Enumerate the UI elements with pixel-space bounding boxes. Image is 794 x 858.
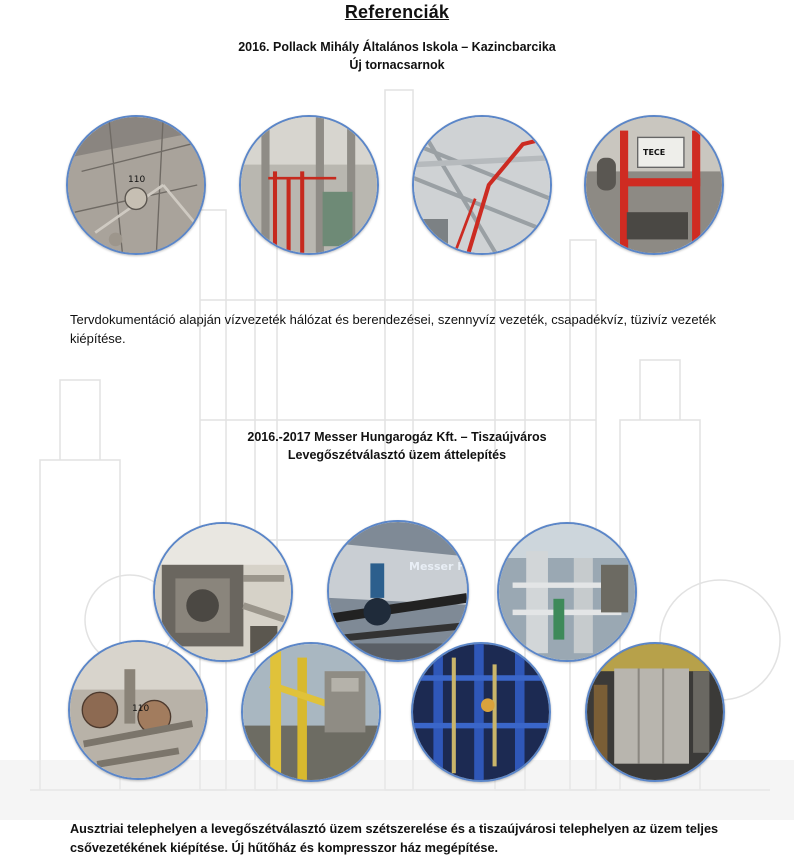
section-1-photo-4 (584, 115, 724, 255)
section-1-photo-2 (239, 115, 379, 255)
page-title: Referenciák (344, 2, 450, 22)
section-2-photo-3 (497, 522, 637, 662)
section-1-photo-3 (412, 115, 552, 255)
photo-1-number-label: 110 (128, 175, 146, 185)
section-1-heading-line2: Új tornacsarnok (349, 58, 445, 72)
section-1-description: Tervdokumentáció alapján vízvezeték hálózat és berendezései, szennyvíz vezeték, csapadékvíz, tüzivíz vezeték kiépítése. (70, 312, 717, 346)
photo-messer-label: Messer H (409, 560, 467, 573)
photo-valve-number-label: 110 (132, 704, 150, 714)
section-2-heading-line1: 2016.-2017 Messer Hungarogáz Kft. – Tiszaújváros (247, 430, 547, 444)
section-1-photo-1 (66, 115, 206, 255)
section-2-heading-line2: Levegőszétválasztó üzem áttelepítés (287, 448, 507, 462)
section-2-photo-7 (585, 642, 725, 782)
section-2-photo-5 (241, 642, 381, 782)
section-2-photo-4 (68, 640, 208, 780)
photo-4-brand-label: TECE (643, 148, 666, 157)
section-2-description: Ausztriai telephelyen a levegőszétválasztó üzem szétszerelése és a tiszaújvárosi telephelyen az üzem teljes csővezetékének kiépítése. Új hűtőház és kompresszor ház megépítése. (70, 822, 719, 855)
section-2-photo-6 (411, 642, 551, 782)
section-2-photo-2 (327, 520, 469, 662)
section-1-heading-line1: 2016. Pollack Mihály Általános Iskola – Kazincbarcika (238, 40, 556, 54)
section-2-photo-1 (153, 522, 293, 662)
